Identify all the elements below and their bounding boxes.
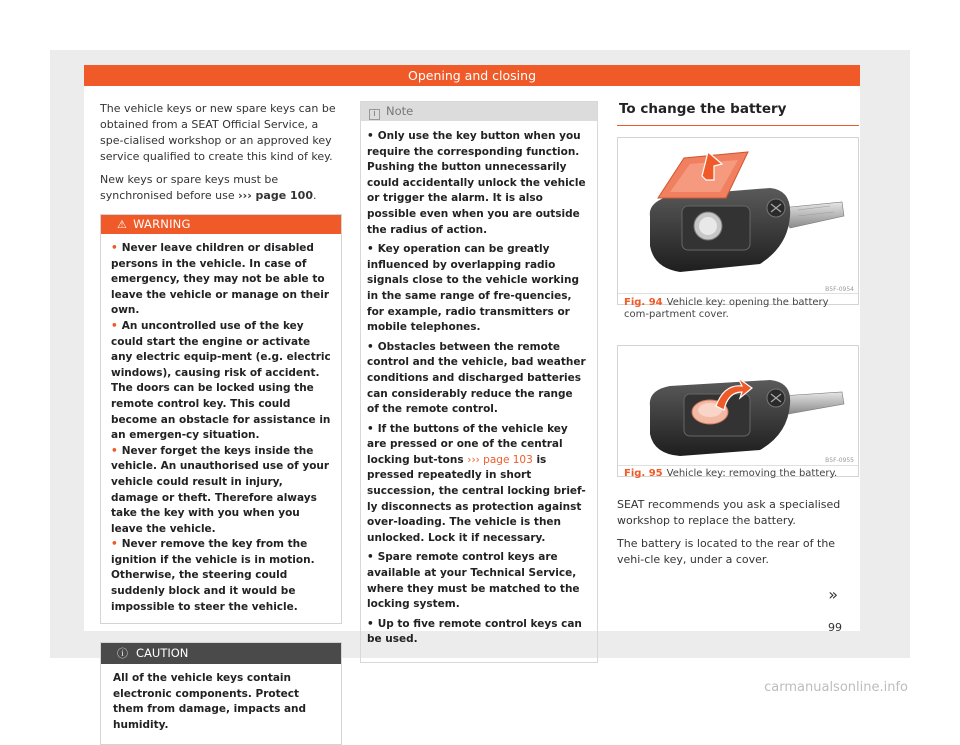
note-header: [361, 102, 597, 121]
warning-item-text: Never forget the keys inside the vehicle. An unauthorised use of your vehicle could result in injury, damage or theft. Therefore always take the key with you when you leave the vehicle.: [111, 444, 330, 535]
note-item: [367, 617, 587, 648]
note-item-text: Key operation can be greatly influenced by overlapping radio signals close to the vehicle working in the same range of fre-quencies, for example, radio transmitters or mobile telephones.: [367, 243, 579, 334]
location-paragraph: The battery is located to the rear of the vehi-cle key, under a cover.: [617, 537, 836, 566]
caution-box: [100, 642, 342, 744]
note-item: [367, 340, 587, 418]
figure-caption-text: Vehicle key: removing the battery.: [666, 468, 838, 479]
intro-paragraph: The vehicle keys or new spare keys can be obtained from a SEAT Official Service, a spe-cialised workshop or an approved key service qualified to create this kind of key.: [100, 102, 336, 163]
note-item-text: Up to five remote control keys can be used.: [367, 617, 582, 646]
sync-paragraph: [100, 172, 342, 204]
note-item-text: is pressed repeatedly in short succession, the central locking brief-ly disconnects as protection against over-loading. The vehicle is then unlocked. Lock it if necessary.: [367, 453, 586, 544]
warning-item-text: Never leave children or disabled persons in the vehicle. In case of emergency, they may not be able to leave the vehicle or manage on their own.: [111, 242, 330, 317]
bullet-icon: •: [367, 243, 374, 256]
caution-title: CAUTION: [136, 646, 189, 661]
chapter-header: Opening and closing: [84, 65, 860, 86]
warning-box: [100, 214, 342, 624]
bullet-icon: •: [111, 319, 118, 332]
note-title: Note: [386, 104, 414, 118]
figure-number: Fig. 94: [624, 297, 663, 308]
column-left: [100, 101, 342, 745]
note-item: [367, 550, 587, 612]
figure-95: [617, 345, 859, 477]
key-remove-battery-illustration: [630, 354, 846, 464]
figure-divider: [618, 293, 858, 294]
bullet-icon: •: [111, 444, 118, 457]
warning-item: [111, 319, 331, 444]
figure-code: B5F-0955: [825, 457, 854, 464]
recommend-paragraph: SEAT recommends you ask a specialised workshop to replace the battery.: [617, 498, 841, 527]
caution-circle-icon: ⓘ: [117, 647, 128, 661]
note-item: [367, 129, 587, 238]
note-box: [360, 101, 598, 663]
figure-number: Fig. 95: [624, 468, 663, 479]
bullet-icon: •: [367, 340, 374, 353]
watermark: carmanualsonline.info: [764, 680, 908, 695]
sync-text: New keys or spare keys must be synchronised before use: [100, 173, 279, 202]
caution-text: All of the vehicle keys contain electronic components. Protect them from damage, impacts and humidity.: [113, 672, 307, 732]
bullet-icon: •: [111, 538, 118, 551]
warning-item: [111, 537, 331, 615]
note-item: [367, 242, 587, 336]
page-reference-link[interactable]: ››› page 100: [238, 189, 313, 202]
warning-header: [101, 215, 341, 234]
note-item: [367, 422, 587, 547]
figure-94: [617, 137, 859, 320]
column-right: [617, 101, 859, 575]
warning-item: [111, 444, 331, 538]
note-item-text: Obstacles between the remote control and the vehicle, bad weather conditions and discharged batteries can considerably reduce the range of the remote control.: [367, 340, 586, 416]
warning-item-text: An uncontrolled use of the key could start the engine or activate any electric equip-ment (e.g. electric windows), causing risk of accident. The doors can be locked using the remote control key. This could become an obstacle for assistance in an emergen-cy situation.: [111, 319, 331, 442]
sync-suffix: .: [312, 189, 317, 202]
warning-triangle-icon: ⚠: [117, 218, 128, 231]
column-middle: [360, 101, 598, 663]
section-title: To change the battery: [617, 101, 859, 126]
figure-caption-text: Vehicle key: opening the battery com-partment cover.: [624, 297, 829, 320]
caution-header: [101, 643, 341, 664]
figure-caption: [624, 297, 854, 321]
warning-title: WARNING: [133, 217, 191, 231]
figure-divider: [618, 465, 858, 466]
bullet-icon: •: [367, 551, 374, 564]
bullet-icon: •: [367, 422, 374, 435]
warning-item: [111, 241, 331, 319]
note-body: [361, 121, 597, 662]
battery-instructions: [617, 497, 859, 568]
continued-marker: »: [828, 585, 838, 604]
page-reference-link[interactable]: ››› page 103: [467, 453, 533, 466]
page-number: 99: [828, 621, 842, 634]
note-item-text: Spare remote control keys are available at your Technical Service, where they must be matched to the locking system.: [367, 551, 580, 611]
key-open-cover-illustration: [630, 146, 846, 284]
warning-item-text: Never remove the key from the ignition if the vehicle is in motion. Otherwise, the steering could suddenly block and it would be impossible to steer the vehicle.: [111, 538, 315, 613]
figure-caption: [624, 468, 854, 480]
figure-code: B5F-0954: [825, 286, 854, 293]
warning-body: [101, 234, 341, 623]
bullet-icon: •: [367, 617, 374, 630]
info-icon: i: [369, 109, 380, 120]
bullet-icon: •: [111, 242, 118, 254]
bullet-icon: •: [367, 130, 374, 142]
note-item-text: If the buttons of the vehicle key are pressed or one of the central locking but-tons: [367, 422, 568, 466]
note-item-text: Only use the key button when you require the corresponding function. Pushing the button unnecessarily could accidentally unlock the vehicle or trigger the alarm. It is also possible even when you are outside the radius of action.: [367, 130, 586, 236]
